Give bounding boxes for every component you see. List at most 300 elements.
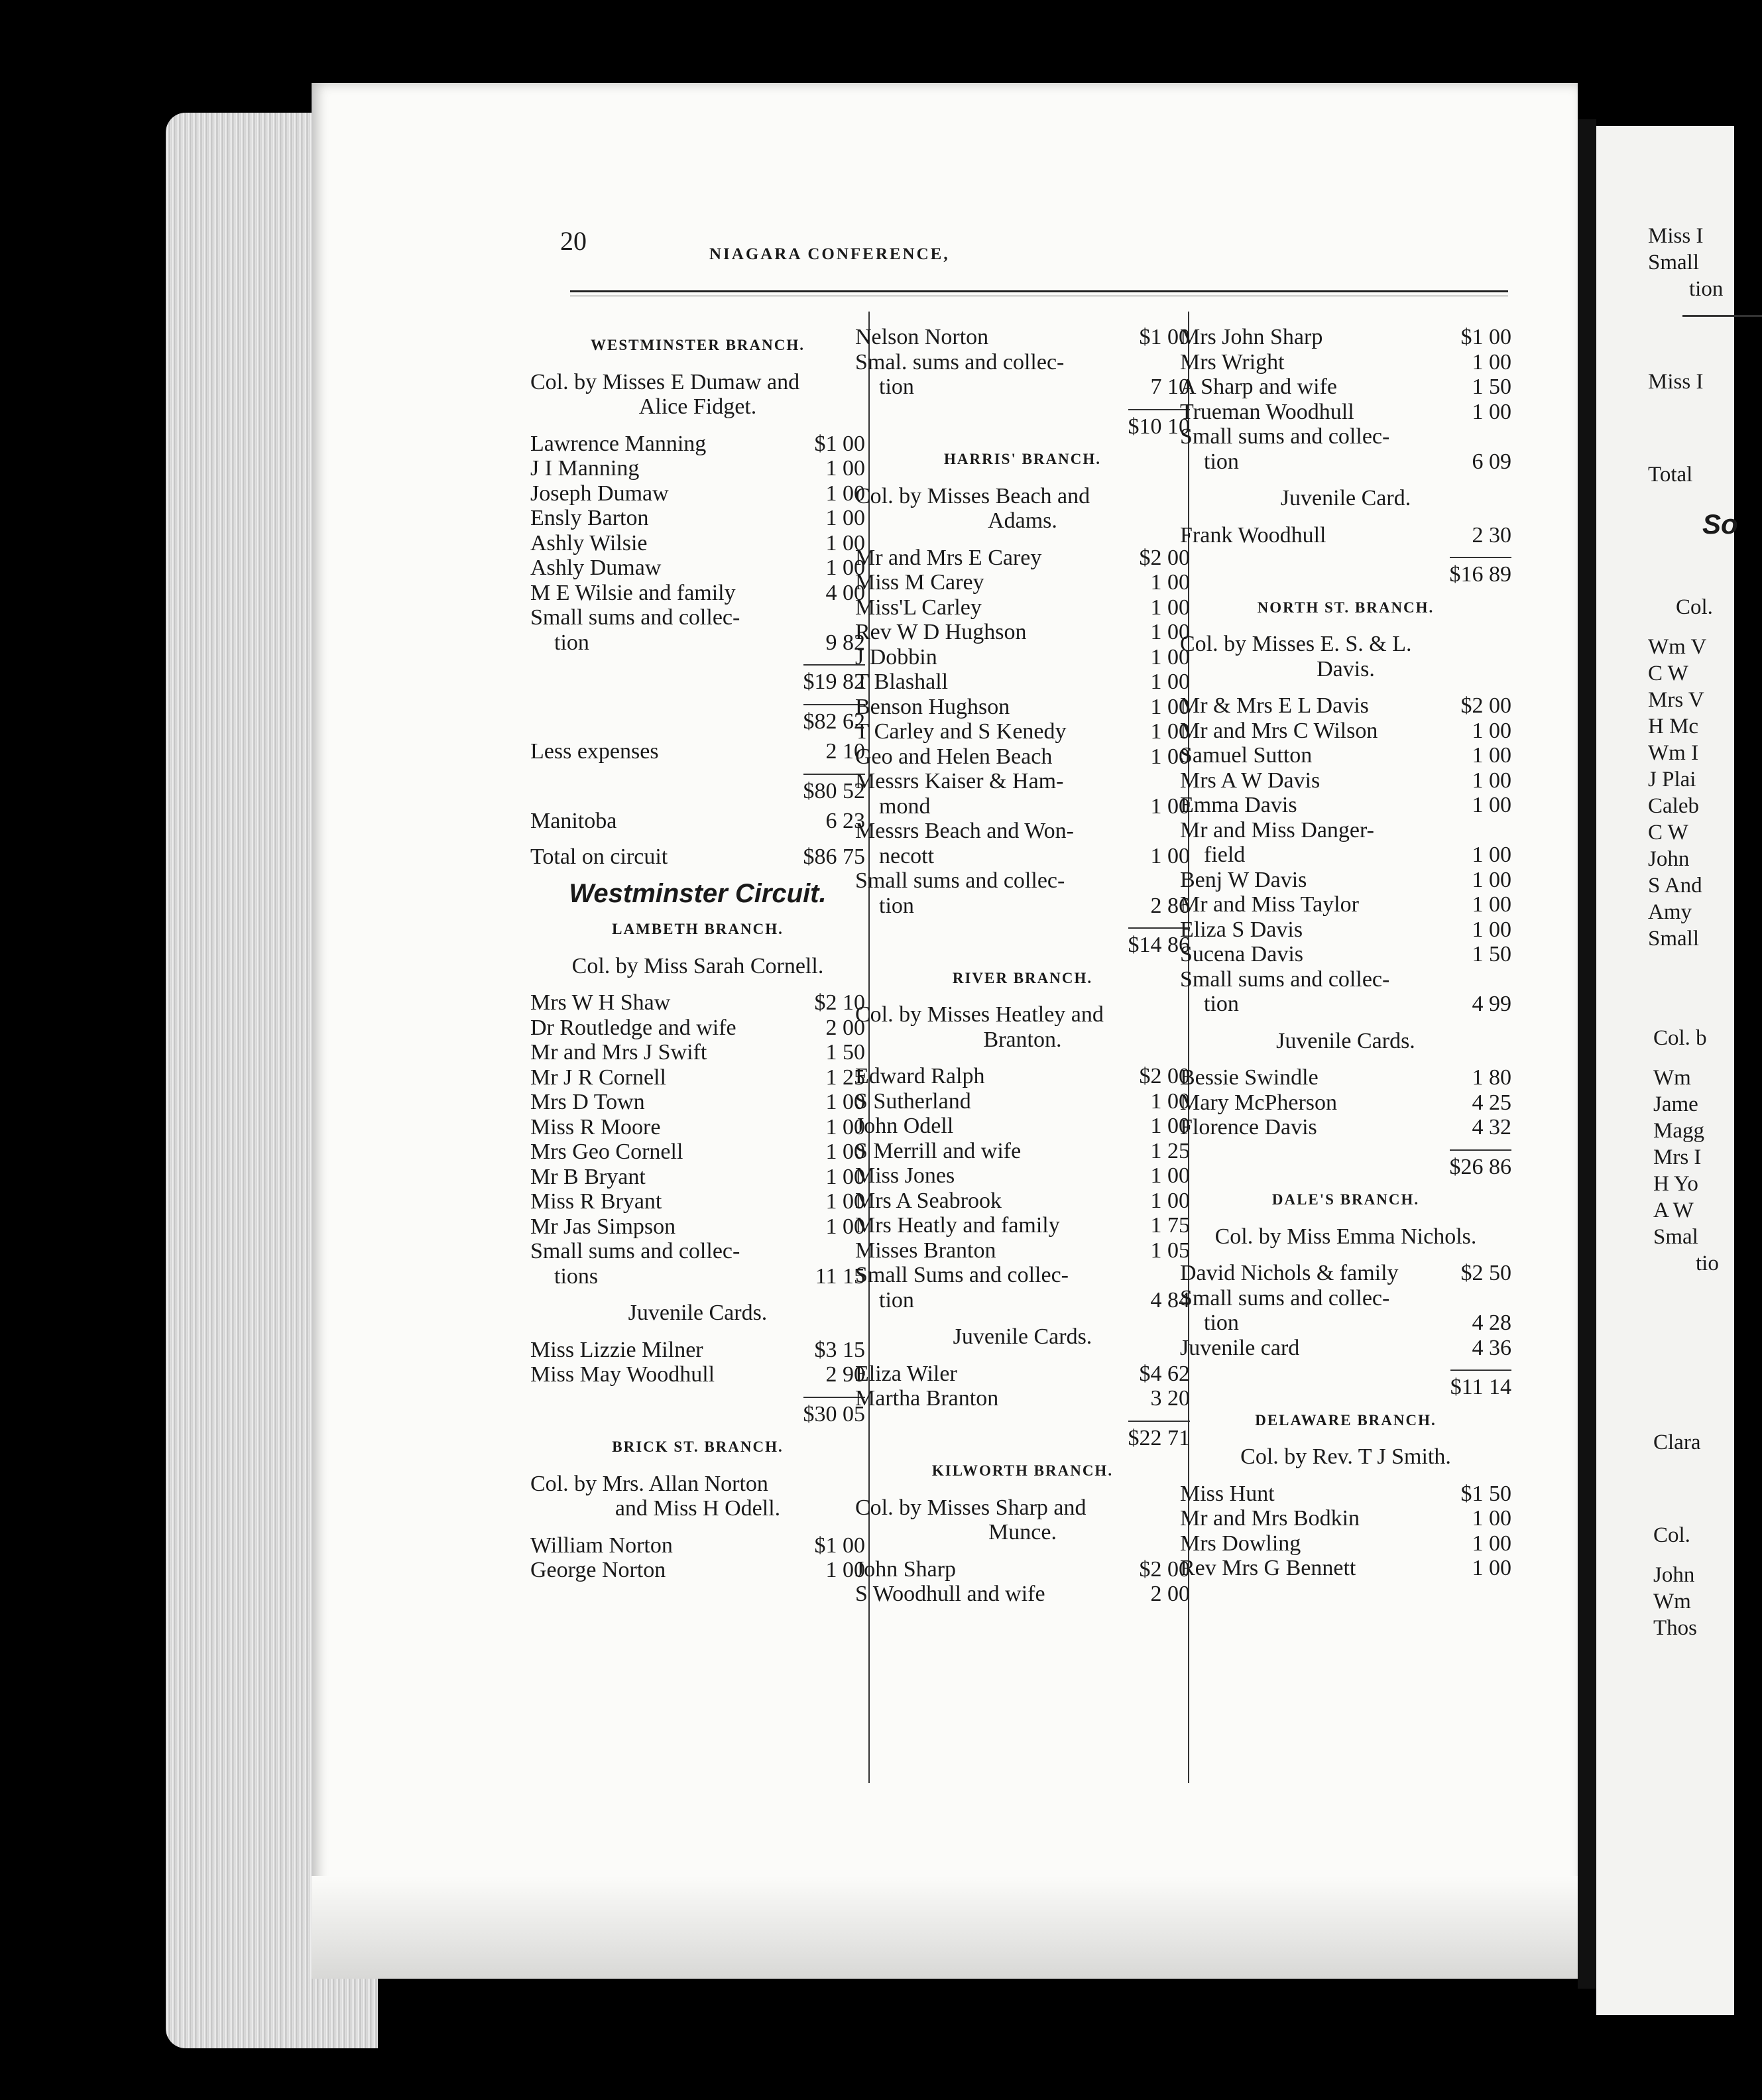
entry-name: Mrs Geo Cornell xyxy=(530,1139,683,1164)
entry-amount: 1 00 xyxy=(825,481,865,506)
collector-line: Col. by Miss Sarah Cornell. xyxy=(571,953,824,978)
juvenile-heading: Juvenile Cards. xyxy=(628,1301,768,1325)
entry-row xyxy=(530,1189,865,1214)
entry-row xyxy=(530,1139,865,1165)
entry-row xyxy=(530,1065,865,1090)
entry-name: Mrs Wright xyxy=(1180,349,1285,375)
entry-row xyxy=(1180,693,1511,719)
entry-row xyxy=(1180,375,1511,400)
entry-row xyxy=(855,620,1190,645)
entry-amount: $1 00 xyxy=(1139,325,1190,349)
entry-row xyxy=(855,1139,1190,1164)
entry-amount: 1 00 xyxy=(825,1114,865,1139)
header-rule xyxy=(570,290,1508,292)
entry-amount: 1 00 xyxy=(825,1090,865,1114)
entry-row xyxy=(1180,1286,1511,1311)
entry-name: tion xyxy=(879,893,914,918)
entry-amount: 9 82 xyxy=(825,630,865,655)
entry-amount: 1 00 xyxy=(1472,867,1511,892)
entry-name: Mrs Heatly and family xyxy=(855,1213,1060,1238)
entry-amount: 1 00 xyxy=(825,1214,865,1239)
entry-name: field xyxy=(1204,843,1246,867)
entry-row xyxy=(1180,719,1511,744)
entry-name: Mr B Bryant xyxy=(530,1164,646,1189)
collector-line: Col. by Rev. T J Smith. xyxy=(1240,1444,1451,1469)
entry-amount: 4 84 xyxy=(1150,1287,1190,1312)
adjacent-page-text: So xyxy=(1702,508,1738,540)
entry-amount: 1 00 xyxy=(1472,1556,1511,1580)
branch-total: $26 86 xyxy=(1180,1145,1511,1180)
entry-name: Ashly Dumaw xyxy=(530,555,662,580)
entry-name: T Blashall xyxy=(855,670,949,694)
adjacent-page-text: A W xyxy=(1653,1198,1694,1222)
entry-name: Miss Hunt xyxy=(1180,1481,1275,1506)
subscription-list xyxy=(855,325,1190,400)
entry-row xyxy=(530,1214,865,1240)
entry-amount: 1 00 xyxy=(825,1139,865,1164)
subscription-list xyxy=(530,990,865,1289)
entry-row xyxy=(530,1264,865,1289)
collector-line: Col. by Misses Sharp and Munce. xyxy=(855,1495,1087,1545)
entry-amount: $1 00 xyxy=(814,1533,865,1558)
entry-amount: 1 05 xyxy=(1150,1238,1190,1263)
entry-row xyxy=(1180,793,1511,818)
collector-line: Col. by Misses Beach and Adams. xyxy=(855,483,1090,533)
entry-amount: 1 00 xyxy=(1150,843,1190,868)
entry-name: Small sums and collec- xyxy=(530,605,740,630)
entry-row xyxy=(530,456,865,481)
entry-amount: 1 00 xyxy=(825,456,865,481)
entry-name: Joseph Dumaw xyxy=(530,481,669,506)
entry-name: Miss'L Carley xyxy=(855,595,982,620)
entry-amount: 1 50 xyxy=(825,1040,865,1065)
adjacent-page-fragment xyxy=(1596,126,1738,2015)
entry-name: Smal. sums and collec- xyxy=(855,349,1065,375)
adjacent-page-text: Col. b xyxy=(1653,1026,1707,1050)
juvenile-heading: Juvenile Cards. xyxy=(1276,1028,1415,1053)
entry-row xyxy=(855,1064,1190,1089)
entry-name: Ashly Wilsie xyxy=(530,530,648,555)
entry-amount: 2 00 xyxy=(825,1015,865,1040)
entry-row xyxy=(855,1213,1190,1238)
entry-row xyxy=(855,1263,1190,1288)
entry-row xyxy=(1180,1336,1511,1361)
entry-amount: 4 32 xyxy=(1472,1115,1511,1139)
adjacent-page-text: tion xyxy=(1689,277,1724,301)
entry-amount: 3 20 xyxy=(1150,1386,1190,1411)
juvenile-heading: Juvenile Cards. xyxy=(953,1324,1092,1349)
entry-name: J Dobbin xyxy=(855,644,937,670)
entry-name: Small sums and collec- xyxy=(1180,966,1390,992)
entry-amount: 1 00 xyxy=(1472,768,1511,793)
page-number: 20 xyxy=(560,226,587,256)
adjacent-page-text: Clara xyxy=(1653,1430,1701,1454)
entry-row xyxy=(855,844,1190,869)
entry-amount: 1 00 xyxy=(1150,1163,1190,1188)
entry-amount: 1 00 xyxy=(1472,793,1511,817)
entry-amount: 1 00 xyxy=(1150,719,1190,744)
entry-row xyxy=(1180,1556,1511,1581)
entry-row xyxy=(855,1386,1190,1411)
entry-amount: 1 00 xyxy=(1472,1531,1511,1556)
entry-name: Trueman Woodhull xyxy=(1180,399,1354,424)
entry-name: Mrs A Seabrook xyxy=(855,1188,1002,1213)
entry-name: Mary McPherson xyxy=(1180,1090,1338,1115)
entry-row xyxy=(1180,967,1511,992)
branch-total: $19 82 xyxy=(530,660,865,695)
entry-name: Nelson Norton xyxy=(855,325,989,349)
entry-name: Messrs Kaiser & Ham- xyxy=(855,769,1064,793)
entry-name: S Merrill and wife xyxy=(855,1138,1022,1163)
entry-amount: 11 15 xyxy=(815,1263,865,1289)
entry-amount: 2 86 xyxy=(1150,893,1190,918)
branch-heading: BRICK ST. BRANCH. xyxy=(612,1438,784,1455)
entry-amount: $2 50 xyxy=(1460,1261,1511,1285)
entry-name: Small sums and collec- xyxy=(1180,424,1390,449)
entry-name: Mr & Mrs E L Davis xyxy=(1180,693,1369,718)
entry-name: Small sums and collec- xyxy=(530,1239,740,1263)
entry-amount: 1 25 xyxy=(825,1065,865,1090)
entry-name: Mr and Mrs E Carey xyxy=(855,545,1042,570)
entry-row xyxy=(855,670,1190,695)
entry-name: Martha Branton xyxy=(855,1386,999,1411)
entry-name: Miss May Woodhull xyxy=(530,1362,715,1387)
manitoba-row: Manitoba 6 23 xyxy=(530,809,865,833)
entry-row xyxy=(530,581,865,606)
entry-row xyxy=(855,350,1190,375)
entry-name: Miss M Carey xyxy=(855,570,984,595)
entry-row xyxy=(1180,424,1511,449)
entry-row xyxy=(855,375,1190,400)
entry-amount: 1 00 xyxy=(825,1189,865,1214)
entry-name: Eliza Wiler xyxy=(855,1361,957,1386)
entry-amount: 4 28 xyxy=(1472,1311,1511,1335)
entry-row xyxy=(1180,350,1511,375)
entry-name: Benson Hughson xyxy=(855,694,1010,719)
entry-amount: 1 00 xyxy=(825,530,865,555)
entry-amount: 1 00 xyxy=(1472,718,1511,743)
entry-row xyxy=(530,555,865,581)
entry-row xyxy=(530,432,865,457)
collector-line: Col. by Miss Emma Nichols. xyxy=(1214,1224,1477,1249)
entry-name: tion xyxy=(1204,1311,1239,1335)
entry-row xyxy=(1180,992,1511,1017)
entry-name: Dr Routledge and wife xyxy=(530,1015,736,1040)
branch-heading: KILWORTH BRANCH. xyxy=(931,1462,1114,1479)
adjacent-page-text: Wm I xyxy=(1648,741,1699,765)
juvenile-list xyxy=(1180,523,1511,548)
entry-name: Florence Davis xyxy=(1180,1115,1317,1139)
entry-row xyxy=(1180,1531,1511,1556)
adjacent-page-text: Amy xyxy=(1648,900,1692,924)
entry-amount: 1 80 xyxy=(1472,1065,1511,1090)
entry-amount: 1 00 xyxy=(1472,843,1511,867)
entry-row xyxy=(530,1558,865,1583)
entry-name: Lawrence Manning xyxy=(530,431,707,456)
entry-amount: $1 00 xyxy=(1460,325,1511,349)
adjacent-page-text: Miss I xyxy=(1648,370,1704,394)
entry-name: tion xyxy=(554,630,589,655)
entry-amount: 1 00 xyxy=(1472,917,1511,942)
entry-row xyxy=(1180,917,1511,943)
entry-row xyxy=(1180,743,1511,768)
entry-name: Small Sums and collec- xyxy=(855,1263,1069,1287)
collector-line: Col. by Misses Heatley and Branton. xyxy=(855,1002,1104,1052)
adjacent-page-text: John xyxy=(1648,847,1690,871)
entry-amount: 1 00 xyxy=(1472,349,1511,375)
entry-name: Mrs A W Davis xyxy=(1180,768,1321,793)
adjacent-page-text: Mrs I xyxy=(1653,1145,1702,1169)
entry-name: A Sharp and wife xyxy=(1180,375,1338,399)
entry-row xyxy=(855,1362,1190,1387)
entry-amount: 4 36 xyxy=(1472,1335,1511,1360)
entry-name: Benj W Davis xyxy=(1180,867,1307,892)
branch-total: $16 89 xyxy=(1180,553,1511,587)
branch-total: $10 10 xyxy=(855,405,1190,439)
entry-row xyxy=(855,894,1190,919)
entry-row xyxy=(1180,892,1511,917)
entry-row xyxy=(855,1582,1190,1607)
subscription-list xyxy=(530,432,865,656)
entry-name: Ensly Barton xyxy=(530,506,649,530)
entry-amount: $1 50 xyxy=(1460,1481,1511,1506)
adjacent-page-text: C W xyxy=(1648,662,1688,685)
entry-row xyxy=(855,1114,1190,1139)
entry-row xyxy=(855,570,1190,595)
entry-name: Edward Ralph xyxy=(855,1064,985,1088)
entry-name: John Sharp xyxy=(855,1556,957,1582)
entry-name: Mr and Mrs Bodkin xyxy=(1180,1506,1360,1531)
entry-amount: 2 30 xyxy=(1472,522,1511,548)
entry-row xyxy=(530,1533,865,1558)
entry-name: Eliza S Davis xyxy=(1180,917,1303,942)
adjacent-page-text: Miss I xyxy=(1648,224,1704,248)
net-total: $80 52 xyxy=(530,770,865,804)
entry-name: tions xyxy=(554,1263,599,1289)
entry-amount: 1 00 xyxy=(1472,892,1511,917)
entry-amount: $2 00 xyxy=(1139,1556,1190,1582)
expense-row: Less expenses 2 10 xyxy=(530,739,865,764)
branch-total: $30 05 xyxy=(530,1393,865,1427)
branch-total: $22 71 xyxy=(855,1417,1190,1451)
entry-name: Mrs W H Shaw xyxy=(530,990,671,1015)
entry-amount: 1 00 xyxy=(1150,595,1190,620)
branch-heading: RIVER BRANCH. xyxy=(952,969,1093,986)
entry-row xyxy=(855,868,1190,894)
entry-amount: $3 15 xyxy=(814,1337,865,1362)
entry-name: Emma Davis xyxy=(1180,793,1297,817)
entry-row xyxy=(855,719,1190,744)
entry-amount: $2 00 xyxy=(1460,693,1511,718)
entry-name: Rev W D Hughson xyxy=(855,620,1027,644)
entry-row xyxy=(530,1239,865,1264)
entry-amount: 1 00 xyxy=(1472,399,1511,424)
circuit-title: Westminster Circuit. xyxy=(569,879,827,908)
entry-row xyxy=(530,1115,865,1140)
subscription-list xyxy=(1180,693,1511,1017)
entry-row xyxy=(1180,1506,1511,1531)
entry-name: Bessie Swindle xyxy=(1180,1065,1319,1090)
adjacent-page-text: Total xyxy=(1648,463,1693,487)
juvenile-list xyxy=(1180,1065,1511,1140)
entry-name: Mrs D Town xyxy=(530,1090,645,1114)
adjacent-page-text: Wm xyxy=(1653,1590,1691,1613)
entry-name: Miss R Bryant xyxy=(530,1189,662,1214)
entry-row xyxy=(1180,1090,1511,1116)
adjacent-page-text: Magg xyxy=(1653,1119,1704,1143)
entry-row xyxy=(1180,868,1511,893)
branch-total: $11 14 xyxy=(1180,1366,1511,1400)
entry-amount: 4 99 xyxy=(1472,992,1511,1016)
entry-name: John Odell xyxy=(855,1114,954,1138)
entry-amount: 1 00 xyxy=(825,1164,865,1189)
branch-heading: DELAWARE BRANCH. xyxy=(1255,1411,1437,1429)
entry-amount: 1 00 xyxy=(1150,1114,1190,1138)
entry-name: Small sums and collec- xyxy=(1180,1285,1390,1311)
entry-row xyxy=(855,1163,1190,1189)
entry-amount: 1 00 xyxy=(1150,793,1190,819)
branch-heading: LAMBETH BRANCH. xyxy=(612,921,784,937)
entry-row xyxy=(855,595,1190,620)
branch-heading: NORTH ST. BRANCH. xyxy=(1257,599,1435,616)
entry-row xyxy=(855,769,1190,794)
adjacent-page-text: Thos xyxy=(1653,1616,1697,1640)
entry-name: Frank Woodhull xyxy=(1180,522,1326,548)
juvenile-list xyxy=(530,1338,865,1387)
entry-name: Juvenile card xyxy=(1180,1335,1300,1360)
subscription-list xyxy=(855,1064,1190,1312)
adjacent-page-text: Col. xyxy=(1653,1523,1690,1547)
entry-amount: 1 00 xyxy=(825,555,865,580)
adjacent-page-text: Col. xyxy=(1676,595,1713,619)
adjacent-page-text: John xyxy=(1653,1563,1695,1587)
entry-name: Miss R Moore xyxy=(530,1114,661,1139)
running-head: NIAGARA CONFERENCE, xyxy=(709,245,950,263)
branch-heading: DALE'S BRANCH. xyxy=(1271,1191,1420,1208)
adjacent-page-text: H Yo xyxy=(1653,1172,1698,1196)
entry-row xyxy=(530,1362,865,1387)
entry-row xyxy=(855,1089,1190,1114)
entry-row xyxy=(855,819,1190,844)
entry-row xyxy=(1180,1311,1511,1336)
entry-row xyxy=(530,1165,865,1190)
adjacent-page-text: Smal xyxy=(1653,1225,1698,1249)
entry-name: Small sums and collec- xyxy=(855,868,1065,893)
entry-amount: $2 00 xyxy=(1139,545,1190,570)
entry-row xyxy=(530,1338,865,1363)
entry-row xyxy=(530,990,865,1016)
subscription-list xyxy=(855,1557,1190,1607)
entry-name: necott xyxy=(879,843,935,868)
entry-name: George Norton xyxy=(530,1558,666,1582)
entry-row xyxy=(530,1040,865,1065)
entry-name: M E Wilsie and family xyxy=(530,580,736,605)
entry-amount: 1 00 xyxy=(1150,670,1190,694)
entry-row xyxy=(855,695,1190,720)
subscription-list xyxy=(1180,325,1511,474)
entry-row xyxy=(1180,1261,1511,1286)
entry-row xyxy=(530,506,865,531)
entry-row xyxy=(1180,400,1511,425)
branch-heading: WESTMINSTER BRANCH. xyxy=(591,337,805,353)
entry-name: Mr and Miss Taylor xyxy=(1180,892,1359,917)
entry-name: T Carley and S Kenedy xyxy=(855,719,1067,744)
entry-amount: 1 00 xyxy=(1150,644,1190,670)
entry-row xyxy=(855,1557,1190,1582)
subscription-list xyxy=(1180,1261,1511,1360)
entry-amount: 4 25 xyxy=(1472,1090,1511,1115)
grand-subtotal: $82 62 xyxy=(530,700,865,734)
entry-row xyxy=(1180,449,1511,475)
entry-name: Miss Jones xyxy=(855,1163,955,1188)
entry-amount: 1 50 xyxy=(1472,942,1511,966)
adjacent-page-text: Wm V xyxy=(1648,635,1707,659)
entry-row xyxy=(1180,1115,1511,1140)
subscription-list xyxy=(1180,1482,1511,1581)
column-3 xyxy=(1180,325,1511,1581)
adjacent-page-text: J Plai xyxy=(1648,768,1696,791)
entry-name: William Norton xyxy=(530,1533,673,1558)
entry-amount: 1 00 xyxy=(1472,743,1511,768)
entry-row xyxy=(1180,768,1511,793)
entry-amount: 2 00 xyxy=(1150,1582,1190,1606)
entry-row xyxy=(530,531,865,556)
entry-amount: $2 00 xyxy=(1139,1064,1190,1088)
entry-amount: 1 00 xyxy=(1150,620,1190,644)
collector-line: Col. by Misses E. S. & L. Davis. xyxy=(1180,632,1412,681)
entry-amount: 2 90 xyxy=(825,1362,865,1387)
entry-row xyxy=(530,481,865,506)
entry-name: Geo and Helen Beach xyxy=(855,744,1053,769)
entry-name: mond xyxy=(879,793,931,819)
entry-name: tion xyxy=(1204,449,1239,474)
entry-row xyxy=(1180,1482,1511,1507)
entry-row xyxy=(855,794,1190,819)
entry-name: Mr and Miss Danger- xyxy=(1180,817,1374,843)
entry-amount: 1 25 xyxy=(1150,1138,1190,1163)
column-2 xyxy=(855,325,1190,1607)
book-spine-gap xyxy=(1578,119,1596,1989)
entry-row xyxy=(855,546,1190,571)
adjacent-page-text: Small xyxy=(1648,927,1700,951)
branch-total: $14 86 xyxy=(855,923,1190,958)
entry-row xyxy=(855,1189,1190,1214)
entry-row xyxy=(1180,523,1511,548)
entry-row xyxy=(1180,818,1511,843)
entry-name: J I Manning xyxy=(530,456,640,481)
adjacent-page-text: tio xyxy=(1696,1252,1719,1275)
entry-name: S Sutherland xyxy=(855,1088,971,1114)
entry-row xyxy=(1180,843,1511,868)
entry-name: tion xyxy=(879,1287,914,1312)
entry-row xyxy=(855,744,1190,770)
adjacent-page-text: S And xyxy=(1648,874,1702,898)
entry-amount: 1 50 xyxy=(1472,375,1511,399)
adjacent-page-text: Wm xyxy=(1653,1066,1691,1090)
entry-row xyxy=(855,1288,1190,1313)
collector-line: Col. by Misses E Dumaw and Alice Fidget. xyxy=(530,369,800,419)
entry-name: Sucena Davis xyxy=(1180,942,1304,966)
entry-row xyxy=(530,630,865,656)
entry-row xyxy=(1180,325,1511,350)
entry-name: Mr and Mrs J Swift xyxy=(530,1040,707,1065)
adjacent-page-text: Jame xyxy=(1653,1092,1698,1116)
entry-row xyxy=(1180,942,1511,967)
entry-amount: 1 00 xyxy=(1472,1506,1511,1531)
entry-name: Mr Jas Simpson xyxy=(530,1214,676,1239)
entry-row xyxy=(1180,1065,1511,1090)
entry-amount: 1 00 xyxy=(825,506,865,530)
